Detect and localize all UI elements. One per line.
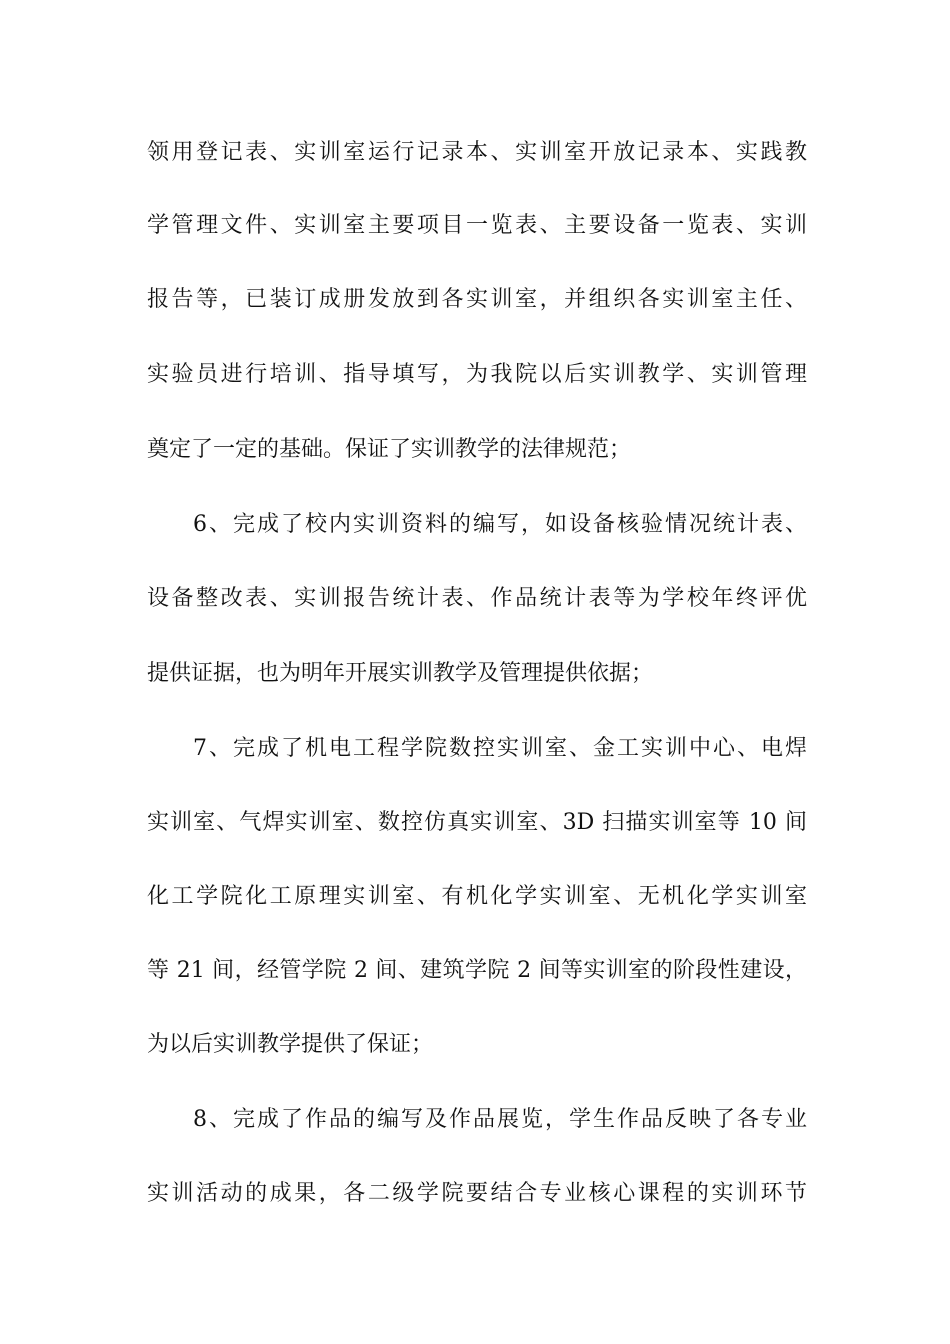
paragraph-7-first-line: 7、完成了机电工程学院数控实训室、金工实训中心、电焊	[193, 736, 807, 761]
text-line: 领用登记表、实训室运行记录本、实训室开放记录本、实践教	[147, 140, 807, 165]
paragraph-8-first-line: 8、完成了作品的编写及作品展览，学生作品反映了各专业	[193, 1107, 807, 1132]
text-line: 为以后实训教学提供了保证；	[147, 1032, 434, 1057]
text-line: 化工学院化工原理实训室、有机化学实训室、无机化学实训室	[147, 884, 807, 909]
text-line: 设备整改表、实训报告统计表、作品统计表等为学校年终评优	[147, 586, 807, 611]
text-line: 报告等，已装订成册发放到各实训室，并组织各实训室主任、	[147, 287, 807, 312]
text-line: 等 21 间，经管学院 2 间、建筑学院 2 间等实训室的阶段性建设，	[147, 958, 807, 983]
text-line: 实训室、气焊实训室、数控仿真实训室、3D 扫描实训室等 10 间	[147, 810, 807, 835]
text-line: 学管理文件、实训室主要项目一览表、主要设备一览表、实训	[147, 213, 807, 238]
paragraph-6-first-line: 6、完成了校内实训资料的编写，如设备核验情况统计表、	[193, 512, 807, 537]
text-line: 实训活动的成果，各二级学院要结合专业核心课程的实训环节	[147, 1181, 807, 1206]
text-line: 提供证据，也为明年开展实训教学及管理提供依据；	[147, 661, 654, 686]
text-line: 实验员进行培训、指导填写，为我院以后实训教学、实训管理	[147, 362, 807, 387]
text-line: 奠定了一定的基础。保证了实训教学的法律规范；	[147, 437, 632, 462]
